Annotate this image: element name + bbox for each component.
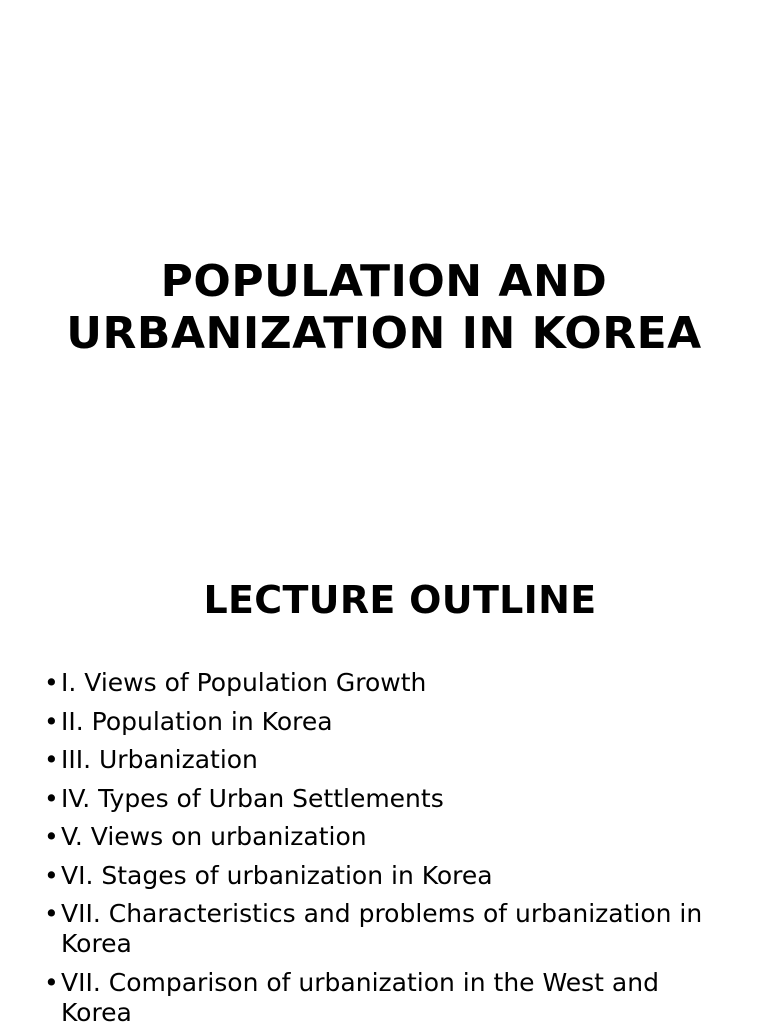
bullet-icon: • bbox=[44, 967, 59, 997]
outline-item bbox=[44, 899, 734, 959]
bullet-icon: • bbox=[44, 899, 59, 928]
presentation-title bbox=[0, 256, 768, 360]
outline-item bbox=[44, 668, 734, 698]
outline-item bbox=[44, 968, 734, 1028]
bullet-icon: • bbox=[44, 668, 59, 697]
outline-item bbox=[44, 745, 734, 775]
bullet-icon: • bbox=[44, 706, 59, 736]
outline-item-text: V. Views on urbanization bbox=[61, 822, 367, 851]
outline-item bbox=[44, 822, 734, 852]
outline-item-text: VII. Characteristics and problems of urbanization in Korea bbox=[61, 899, 703, 958]
outline-item-text: I. Views of Population Growth bbox=[61, 668, 427, 697]
bullet-icon: • bbox=[44, 860, 59, 890]
outline-item-text: III. Urbanization bbox=[61, 745, 258, 774]
outline-item-text: IV. Types of Urban Settlements bbox=[61, 783, 444, 813]
bullet-icon: • bbox=[44, 745, 59, 774]
title-line: URBANIZATION IN KOREA bbox=[66, 308, 702, 359]
title-line: POPULATION AND bbox=[160, 256, 608, 307]
outline-item-text: II. Population in Korea bbox=[61, 706, 333, 736]
outline-item bbox=[44, 707, 734, 737]
outline-item-text: VII. Comparison of urbanization in the West and Korea bbox=[61, 967, 659, 1027]
outline-item bbox=[44, 784, 734, 814]
outline-heading: LECTURE OUTLINE bbox=[203, 578, 597, 622]
outline-list bbox=[44, 668, 734, 1036]
bullet-icon: • bbox=[44, 822, 59, 851]
outline-item bbox=[44, 861, 734, 891]
outline-item-text: VI. Stages of urbanization in Korea bbox=[61, 860, 493, 890]
bullet-icon: • bbox=[44, 783, 59, 813]
